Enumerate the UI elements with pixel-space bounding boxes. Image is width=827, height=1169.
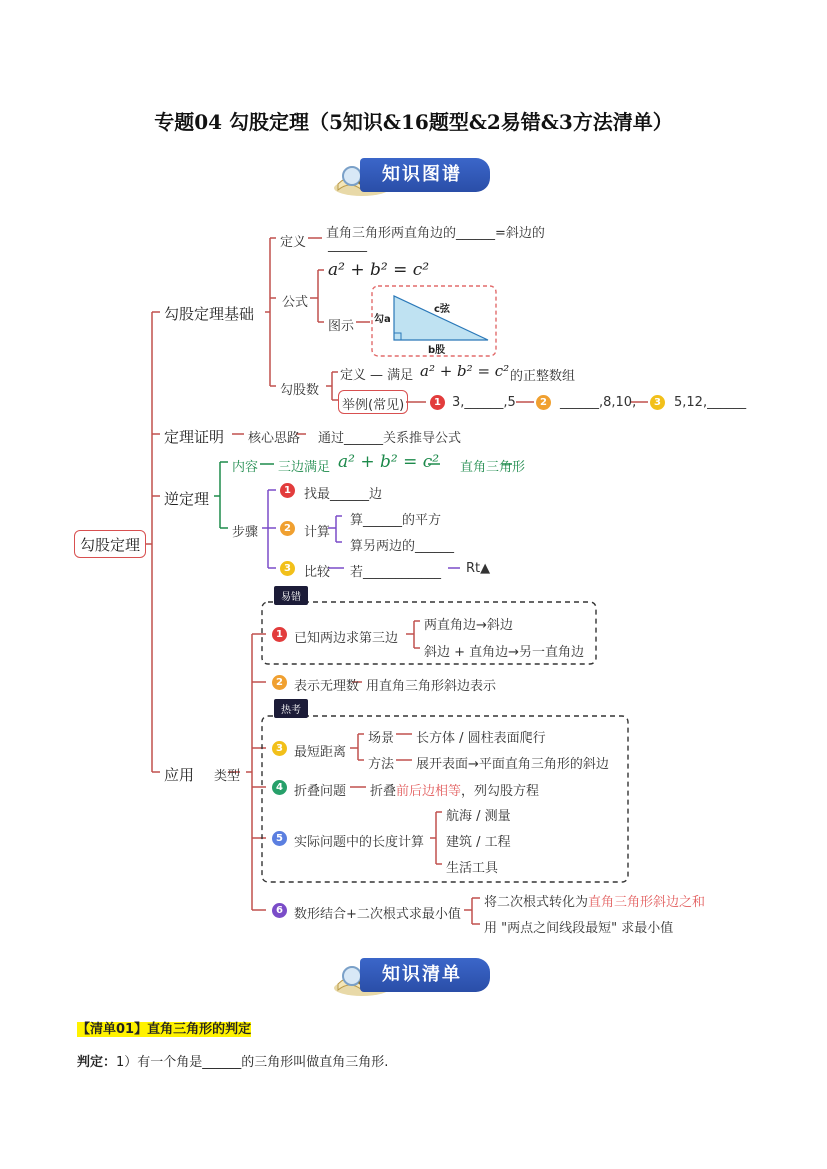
branch-proof: 定理证明: [164, 428, 225, 446]
apply-type-4: 折叠问题: [294, 784, 347, 799]
triple-def-tail: 的正整数组: [510, 369, 576, 384]
apply-type-5c: 生活工具: [446, 861, 499, 876]
num-badge-2: 2: [536, 395, 551, 410]
apply-type-6a-hl: 直角三角形斜边之和: [588, 895, 706, 910]
list-item-text: 1）有一个角是______的三角形叫做直角三角形.: [116, 1055, 389, 1070]
banner-knowledge-list: [332, 954, 502, 1000]
branch-converse: 逆定理: [164, 490, 210, 508]
num-badge-5: 5: [272, 831, 287, 846]
apply-type-5a: 航海 / 测量: [446, 809, 511, 824]
triple-def-word: 满足: [387, 368, 414, 383]
apply-type-3b: 展开表面→平面直角三角形的斜边: [416, 757, 609, 772]
converse-content-tail: 直角三角形: [460, 460, 526, 475]
converse-content-text: 三边满足: [278, 460, 331, 475]
basic-def-text: 直角三角形两直角边的______=斜边的: [326, 226, 545, 241]
basic-def-text2: ______: [328, 238, 367, 253]
converse-steps-label: 步骤: [232, 525, 259, 540]
num-badge-1: 1: [272, 627, 287, 642]
converse-step-1: 找最______边: [304, 487, 383, 502]
triple-label: 勾股数: [280, 383, 320, 398]
apply-type-6a-pre: 将二次根式转化为: [484, 895, 589, 910]
apply-type-2: 表示无理数: [294, 679, 360, 694]
num-badge-1: 1: [280, 483, 295, 498]
triple-def-label: 定义: [340, 368, 367, 383]
apply-type-1b: 斜边 + 直角边→另一直角边: [424, 645, 585, 660]
num-badge-3: 3: [650, 395, 665, 410]
list-item-title: [77, 1018, 251, 1037]
basic-formula-label: 公式: [282, 295, 309, 310]
triple-def-formula: a² + b² = c²: [420, 362, 510, 380]
apply-type-4-detail: [370, 780, 539, 799]
example-2: ______,8,10,: [560, 395, 637, 410]
apply-type-6: 数形结合+二次根式求最小值: [294, 907, 461, 922]
converse-step-2b: 算另两边的______: [350, 539, 455, 554]
triangle-leg-a-label: 勾a: [374, 314, 391, 325]
num-badge-6: 6: [272, 903, 287, 918]
apply-type-6b: 用 "两点之间线段最短" 求最小值: [484, 921, 674, 936]
basic-def-label: 定义: [280, 235, 307, 250]
num-badge-2: 2: [272, 675, 287, 690]
example-3: 5,12,______: [674, 395, 747, 410]
apply-type-4b: 前后边相等: [396, 784, 462, 799]
page-title: 专题04 勾股定理（5知识&16题型&2易错&3方法清单）: [154, 110, 673, 134]
num-badge-3: 3: [280, 561, 295, 576]
basic-formula: a² + b² = c²: [328, 260, 430, 280]
apply-type-4c: ，列勾股方程: [461, 784, 540, 799]
list-item-title-text: 【清单01】直角三角形的判定: [77, 1022, 252, 1037]
converse-step-2a: 算______的平方: [350, 513, 442, 528]
tag-hot-topic: 热考: [274, 699, 308, 718]
apply-type-4a: 折叠: [370, 784, 397, 799]
num-badge-2: 2: [280, 521, 295, 536]
example-1: 3,______,5: [452, 395, 516, 410]
apply-type-1: 已知两边求第三边: [294, 631, 399, 646]
example-label: 举例(常见): [342, 398, 405, 413]
converse-step-3-text: 若____________: [350, 565, 442, 580]
apply-type-3a: 长方体 / 圆柱表面爬行: [416, 731, 546, 746]
apply-type-2-tail: 用直角三角形斜边表示: [366, 679, 497, 694]
converse-step-3-tail: Rt▲: [466, 561, 491, 576]
root-label: 勾股定理: [80, 536, 141, 554]
branch-basic: 勾股定理基础: [164, 305, 255, 323]
num-badge-1: 1: [430, 395, 445, 410]
apply-type-1a: 两直角边→斜边: [424, 618, 513, 633]
apply-type-6a: [484, 891, 705, 910]
tag-error-prone: 易错: [274, 586, 308, 605]
triangle-leg-b-label: b股: [428, 345, 446, 356]
num-badge-3: 3: [272, 741, 287, 756]
converse-formula: a² + b² = c²: [338, 452, 440, 472]
converse-step-2: 计算: [304, 525, 331, 540]
proof-via: 通过______关系推导公式: [318, 431, 462, 446]
apply-type-3b-label: 方法: [368, 757, 395, 772]
banner-list-text: 知识清单: [360, 958, 490, 992]
converse-step-3: 比较: [304, 565, 331, 580]
proof-idea: 核心思路: [248, 431, 301, 446]
converse-content-label: 内容: [232, 460, 259, 475]
banner-map-text: 知识图谱: [360, 158, 490, 192]
apply-types-label: 类型: [214, 769, 241, 784]
apply-type-3a-label: 场景: [368, 731, 395, 746]
num-badge-4: 4: [272, 780, 287, 795]
list-item-body: [77, 1051, 388, 1070]
triangle-hyp-label: c弦: [434, 304, 450, 315]
branch-apply: 应用: [164, 766, 195, 784]
basic-figure-label: 图示: [328, 319, 355, 334]
apply-type-5: 实际问题中的长度计算: [294, 835, 425, 850]
triple-def-text: — 满足: [370, 368, 414, 383]
apply-type-3: 最短距离: [294, 745, 347, 760]
list-item-label: 判定：: [77, 1055, 117, 1070]
apply-type-5b: 建筑 / 工程: [446, 835, 511, 850]
